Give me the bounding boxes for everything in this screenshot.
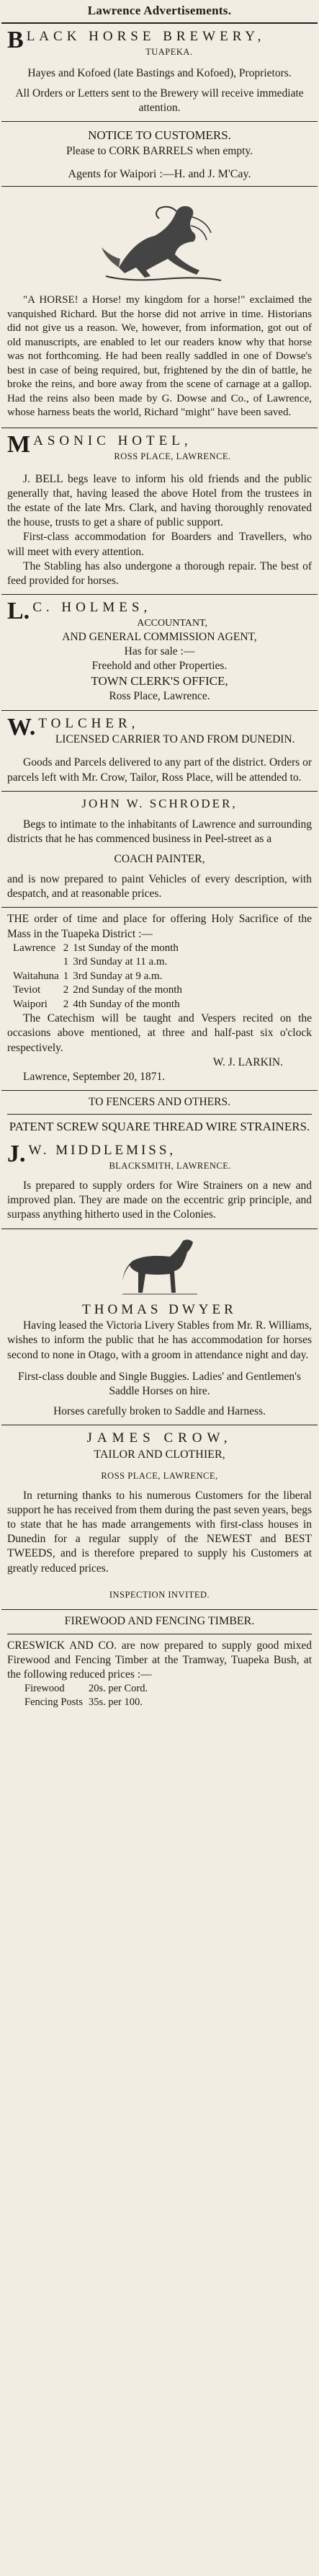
ad-paragraph: THE order of time and place for offering Holy Sacrifice of the Mass in the Tuapeka District :— <box>7 913 312 940</box>
notice-title: NOTICE TO CUSTOMERS. <box>88 128 231 143</box>
drop-cap: B <box>7 27 24 54</box>
ad-title: W. MIDDLEMISS, <box>28 1143 176 1159</box>
schedule-number: 1 <box>63 970 69 982</box>
price-item-name: Firewood <box>24 1683 65 1695</box>
ad-title: JOHN W. SCHRODER, <box>81 796 238 810</box>
drop-cap: M <box>7 430 31 458</box>
ad-place: BLACKSMITH, LAWRENCE. <box>109 1160 232 1171</box>
ad-paragraph: Is prepared to supply orders for Wire Strainers on a new and improved plan. They are made on the eccentric grip principle, and surpass anything hitherto used in the Colonies. <box>7 1179 312 1221</box>
ad-paragraph: J. BELL begs leave to inform his old friends and the public generally that, having leased the above Hotel from the trustees in the estate of the late Mrs. Clark, and having thoroughly renovated the house, trusts to get a share of public support. <box>7 472 312 529</box>
ad-line: TAILOR AND CLOTHIER, <box>94 1448 225 1461</box>
price-item-value: 20s. per Cord. <box>88 1683 148 1695</box>
ad-place: ROSS PLACE, LAWRENCE, <box>101 1470 218 1481</box>
ad-proprietors: Hayes and Kofoed (late Bastings and Kofoed), Proprietors. <box>27 67 292 80</box>
ad-invite: INSPECTION INVITED. <box>109 1589 210 1600</box>
schedule-number: 2 <box>63 942 69 954</box>
ad-place: TUAPEKA. <box>145 46 193 57</box>
ad-paragraph: In returning thanks to his numerous Customers for the liberal support he has received from them during the past seven years, begs to state that he has made arrangements with first-class houses in Dunedin for a regular supply of the NEWEST and BEST TWEEDS, and is therefore prepared to supply his Customers at greatly reduced prices. <box>7 1489 312 1575</box>
price-item-name: Fencing Posts <box>24 1696 83 1708</box>
ad-paragraph: First-class accommodation for Boarders and Travellers, who will meet with every attention. <box>7 531 312 558</box>
schedule-place: Teviot <box>13 984 41 996</box>
ad-paragraph: The Catechism will be taught and Vespers recited on the occasions above mentioned, at three and half-past six o'clock respectively. <box>7 1012 312 1054</box>
harness-ad <box>6 187 313 420</box>
rearing-horse-illustration <box>84 190 235 291</box>
black-horse-brewery-ad <box>6 24 313 115</box>
firewood-ad <box>6 1610 313 1709</box>
schedule-place: Waipori <box>13 998 48 1010</box>
ad-orders: All Orders or Letters sent to the Brewery will receive immediate attention. <box>15 87 304 115</box>
price-table <box>22 1682 150 1709</box>
ad-title: JAMES CROW, <box>86 1430 233 1446</box>
tolcher-ad <box>6 711 313 785</box>
ad-date: Lawrence, September 20, 1871. <box>23 1070 166 1083</box>
price-row <box>22 1696 150 1709</box>
price-row <box>22 1682 150 1696</box>
page-header: Lawrence Advertisements. <box>87 4 232 17</box>
fencers-ad <box>6 1091 313 1135</box>
notice-body: Please to CORK BARRELS when empty. <box>66 144 253 157</box>
standing-horse-illustration <box>117 1232 203 1298</box>
ad-line: Ross Place, Lawrence. <box>109 690 210 703</box>
ad-line: ACCOUNTANT, <box>137 617 207 629</box>
ad-heading: PATENT SCREW SQUARE THREAD WIRE STRAINERS. <box>9 1120 310 1134</box>
schedule-row <box>13 955 187 970</box>
masonic-hotel-ad <box>6 428 313 588</box>
ad-line: AND GENERAL COMMISSION AGENT, <box>62 630 257 643</box>
holmes-ad <box>6 595 313 704</box>
ad-paragraph: The Stabling has also undergone a thorough repair. The best of feed provided for horses. <box>7 559 312 587</box>
schroder-ad <box>6 792 313 902</box>
ad-line: Has for sale :— <box>124 645 195 658</box>
ad-paragraph: Goods and Parcels delivered to any part of the district. Orders or parcels left with Mr. Crow, Tailor, Ross Place, will be attended to. <box>7 756 312 784</box>
schedule-number: 1 <box>63 956 69 968</box>
ad-line: LICENSED CARRIER TO AND FROM DUNEDIN. <box>55 733 295 746</box>
ad-title: FIREWOOD AND FENCING TIMBER. <box>64 1614 255 1627</box>
divider <box>7 1114 312 1115</box>
schedule-when: 3rd Sunday at 9 a.m. <box>73 970 163 982</box>
schedule-number: 2 <box>63 984 69 996</box>
drop-cap: J. <box>7 1141 26 1168</box>
schedule-place: Waitahuna <box>13 970 59 982</box>
ad-title: ASONIC HOTEL, <box>33 433 192 448</box>
mass-schedule-ad <box>6 908 313 1084</box>
schedule-place <box>13 955 63 970</box>
schedule-number: 2 <box>63 998 69 1010</box>
harness-ad-body: "A HORSE! a Horse! my kingdom for a horse!" exclaimed the vanquished Richard. But the horse did not arrive in time. Historians did not give us a reason. We, however, from information, got out of old manuscripts, are enabled to let our readers know why that horse was not forthcoming. He had been really saddled in one of Dowse's best in case of being required, but, frightened by the din of battle, he broke the reins, and bore away from the scene of carnage at a gallop. Had the reins also been made by G. Dowse and Co., of Lawrence, whose harness beats the world, Richard "might" have been saved. <box>7 294 312 419</box>
mass-schedule-table <box>13 942 187 1012</box>
middlemiss-ad <box>6 1135 313 1222</box>
crow-ad <box>6 1425 313 1601</box>
ad-title: TOLCHER, <box>38 715 140 731</box>
drop-cap: W. <box>7 713 36 740</box>
ad-signature: W. J. LARKIN. <box>212 1055 283 1068</box>
price-item-value: 35s. per 100. <box>88 1696 143 1708</box>
ad-title: TO FENCERS AND OTHERS. <box>89 1095 230 1108</box>
ad-place: ROSS PLACE, LAWRENCE. <box>114 451 231 461</box>
schedule-place: Lawrence <box>13 942 56 954</box>
notice-agents: Agents for Waipori :—H. and J. M'Cay. <box>68 167 251 180</box>
schedule-when: 4th Sunday of the month <box>73 998 180 1010</box>
ad-title: LACK HORSE BREWERY, <box>26 29 266 45</box>
schedule-row <box>13 970 187 984</box>
notice-ad <box>6 122 313 182</box>
dwyer-ad <box>6 1229 313 1420</box>
ad-paragraph: Horses carefully broken to Saddle and Harness. <box>53 1404 266 1417</box>
ad-paragraph: First-class double and Single Buggies. Ladies' and Gentlemen's Saddle Horses on hire. <box>17 1370 302 1397</box>
schedule-row <box>13 983 187 998</box>
schedule-row <box>13 942 187 956</box>
schedule-when: 3rd Sunday at 11 a.m. <box>73 956 168 968</box>
ad-title: C. HOLMES, <box>32 600 152 616</box>
ad-line: TOWN CLERK'S OFFICE, <box>91 674 228 689</box>
ad-paragraph: Having leased the Victoria Livery Stables from Mr. R. Williams, wishes to inform the public that he has accommodation for horses second to none in Otago, with a groom in attendance night and day. <box>7 1319 312 1361</box>
schedule-when: 1st Sunday of the month <box>73 942 179 954</box>
ad-paragraph: and is now prepared to paint Vehicles of every description, with despatch, and at reasonable prices. <box>7 873 312 900</box>
schedule-row <box>13 998 187 1012</box>
ad-title: THOMAS DWYER <box>82 1301 237 1317</box>
ad-trade: COACH PAINTER, <box>114 853 205 866</box>
drop-cap: L. <box>7 598 30 625</box>
ad-paragraph: CRESWICK AND CO. are now prepared to supply good mixed Firewood and Fencing Timber at the Tramway, Tuapeka Bush, at the following reduced prices :— <box>7 1639 312 1681</box>
ad-paragraph: Begs to intimate to the inhabitants of Lawrence and surrounding districts that he has commenced business in Peel-street as a <box>7 818 312 845</box>
schedule-when: 2nd Sunday of the month <box>73 984 182 996</box>
ad-line: Freehold and other Properties. <box>91 660 228 673</box>
